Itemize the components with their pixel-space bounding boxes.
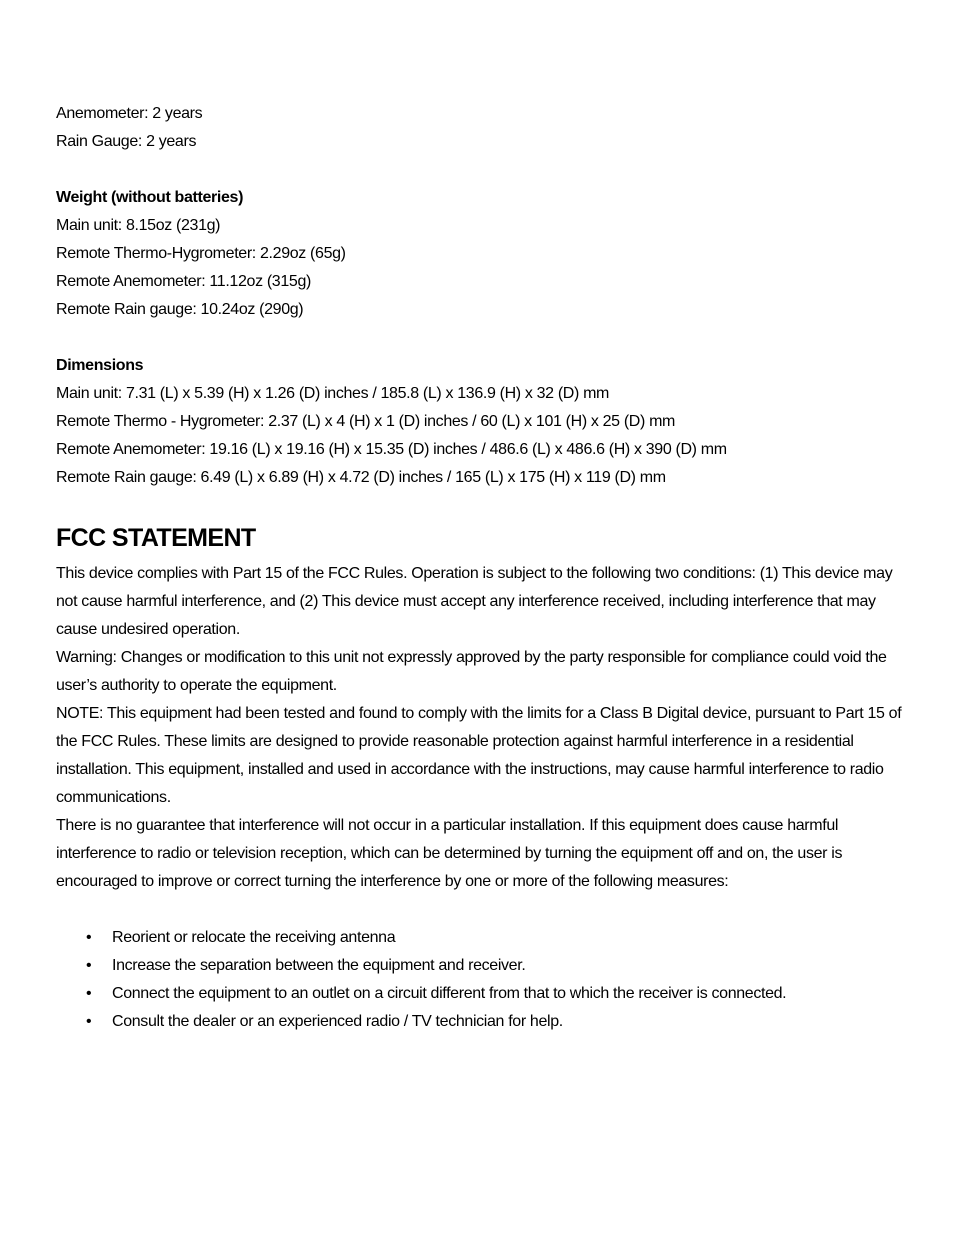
bullet-icon: • — [86, 957, 92, 974]
bullet-icon: • — [86, 929, 92, 946]
dimensions-anemometer: Remote Anemometer: 19.16 (L) x 19.16 (H) x 15.35 (D) inches / 486.6 (L) x 486.6 (H) x 390 (D) mm — [56, 441, 727, 458]
fcc-paragraph-guarantee: There is no guarantee that interference will not occur in a particular installation. If this equipment does cause harmful interference to radio or television reception, which can be determined by turning the equipment off and on, the user is encouraged to improve or correct turning the interference by one or more of the following measures: — [56, 817, 843, 890]
fcc-paragraph-warning: Warning: Changes or modification to this unit not expressly approved by the party responsible for compliance could void the user’s authority to operate the equipment. — [56, 649, 887, 694]
list-item-text: Consult the dealer or an experienced radio / TV technician for help. — [112, 1013, 563, 1030]
spacer — [56, 156, 916, 184]
battery-life-anemometer: Anemometer: 2 years — [56, 105, 203, 122]
document-page — [56, 100, 916, 1036]
fcc-paragraph-compliance: This device complies with Part 15 of the FCC Rules. Operation is subject to the following two conditions: (1) This device may not cause harmful interference, and (2) This device must accept any interference received, including interference that may cause undesired operation. — [56, 565, 893, 638]
bullet-icon: • — [86, 1013, 92, 1030]
weight-anemometer: Remote Anemometer: 11.12oz (315g) — [56, 273, 311, 290]
bullet-icon: • — [86, 985, 92, 1002]
list-item-text: Reorient or relocate the receiving antenna — [112, 929, 396, 946]
battery-life-rain-gauge: Rain Gauge: 2 years — [56, 133, 197, 150]
dimensions-thermo-hygrometer: Remote Thermo - Hygrometer: 2.37 (L) x 4 (H) x 1 (D) inches / 60 (L) x 101 (H) x 25 (D) mm — [56, 413, 676, 430]
dimensions-rain-gauge: Remote Rain gauge: 6.49 (L) x 6.89 (H) x 4.72 (D) inches / 165 (L) x 175 (H) x 119 (D) mm — [56, 469, 666, 486]
list-item-text: Increase the separation between the equipment and receiver. — [112, 957, 526, 974]
fcc-paragraph-note: NOTE: This equipment had been tested and found to comply with the limits for a Class B Digital device, pursuant to Part 15 of the FCC Rules. These limits are designed to provide reasonable protection against harmful interference in a residential installation. This equipment, installed and used in accordance with the instructions, may cause harmful interference to radio communications. — [56, 705, 902, 806]
fcc-title: FCC STATEMENT — [56, 524, 256, 552]
list-item — [56, 952, 916, 980]
weight-main-unit: Main unit: 8.15oz (231g) — [56, 217, 221, 234]
list-item-text: Connect the equipment to an outlet on a circuit different from that to which the receiver is connected. — [112, 985, 787, 1002]
dimensions-heading: Dimensions — [56, 357, 144, 374]
list-item — [56, 980, 916, 1008]
weight-section — [56, 184, 916, 324]
dimensions-section — [56, 352, 916, 492]
weight-thermo-hygrometer: Remote Thermo-Hygrometer: 2.29oz (65g) — [56, 245, 346, 262]
list-item — [56, 1008, 916, 1036]
spacer — [56, 324, 916, 352]
battery-life-section — [56, 100, 916, 156]
fcc-measures-list — [56, 924, 916, 1036]
list-item — [56, 924, 916, 952]
fcc-section — [56, 522, 916, 1036]
dimensions-main-unit: Main unit: 7.31 (L) x 5.39 (H) x 1.26 (D) inches / 185.8 (L) x 136.9 (H) x 32 (D) mm — [56, 385, 610, 402]
weight-heading: Weight (without batteries) — [56, 189, 244, 206]
weight-rain-gauge: Remote Rain gauge: 10.24oz (290g) — [56, 301, 304, 318]
